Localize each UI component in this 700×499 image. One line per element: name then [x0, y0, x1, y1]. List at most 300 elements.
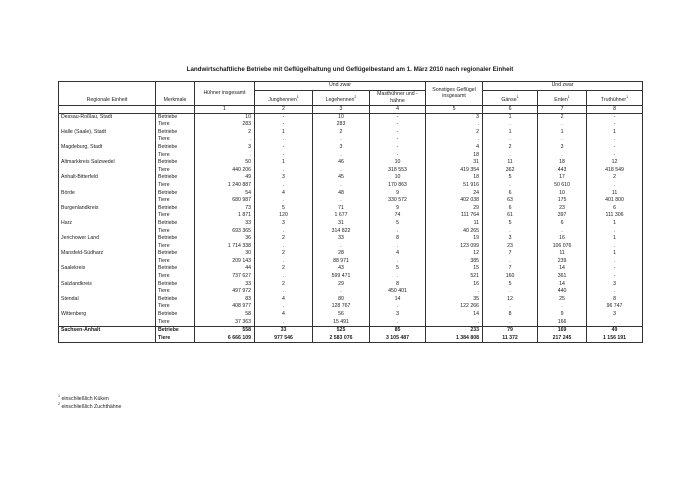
value-cell: 170 863: [370, 182, 426, 190]
value-cell: .: [255, 258, 313, 266]
value-cell: 31: [426, 159, 483, 167]
value-cell: .: [313, 243, 370, 251]
value-cell: 8: [483, 311, 538, 319]
region-cell: [59, 258, 156, 266]
value-cell: 128 767: [313, 303, 370, 311]
region-cell: Dessau-Roßlau, Stadt: [59, 113, 156, 121]
value-cell: 37 363: [195, 319, 255, 327]
table-row: [59, 121, 643, 129]
region-cell: Sachsen-Anhalt: [59, 327, 156, 335]
value-cell: 46: [313, 159, 370, 167]
value-cell: 23: [483, 243, 538, 251]
value-cell: 2: [587, 174, 643, 182]
header-huehner-insgesamt: Hühner insgesamt: [195, 82, 255, 106]
value-cell: 362: [483, 167, 538, 175]
value-cell: .: [195, 152, 255, 160]
value-cell: 169: [538, 327, 587, 335]
value-cell: -: [255, 121, 313, 129]
merkmal-cell: Tiere: [156, 228, 195, 236]
value-cell: 402 038: [426, 197, 483, 205]
merkmal-cell: Tiere: [156, 152, 195, 160]
value-cell: 2: [195, 129, 255, 137]
merkmal-cell: Betriebe: [156, 129, 195, 137]
value-cell: .: [195, 136, 255, 144]
value-cell: 30: [195, 250, 255, 258]
header-merkmale: Merkmale: [156, 82, 195, 106]
region-cell: Anhalt-Bitterfeld: [59, 174, 156, 182]
document-title: Landwirtschaftliche Betriebe mit Geflügelhaltung und Geflügelbestand am 1. März 2010 nach regionaler Einheit: [186, 66, 514, 73]
value-cell: .: [587, 228, 643, 236]
value-cell: 54: [195, 190, 255, 198]
region-cell: [59, 136, 156, 144]
value-cell: 50 610: [538, 182, 587, 190]
value-cell: .: [255, 303, 313, 311]
region-cell: Jerichower Land: [59, 235, 156, 243]
value-cell: 3: [483, 235, 538, 243]
merkmal-cell: Betriebe: [156, 220, 195, 228]
value-cell: 385: [426, 258, 483, 266]
value-cell: .: [538, 121, 587, 129]
table-row: [59, 228, 643, 236]
value-cell: 122 266: [426, 303, 483, 311]
value-cell: 3: [255, 174, 313, 182]
value-cell: .: [426, 319, 483, 327]
header-enten: Enten$^1$: [538, 90, 587, 105]
value-cell: .: [483, 258, 538, 266]
value-cell: 977 546: [255, 335, 313, 343]
value-cell: 40 265: [426, 228, 483, 236]
value-cell: 1: [587, 220, 643, 228]
value-cell: -: [370, 136, 426, 144]
value-cell: -: [587, 113, 643, 121]
value-cell: -: [370, 121, 426, 129]
value-cell: 6: [483, 205, 538, 213]
value-cell: 1 240 887: [195, 182, 255, 190]
value-cell: -: [587, 144, 643, 152]
value-cell: -: [255, 152, 313, 160]
value-cell: 29: [426, 205, 483, 213]
merkmal-cell: Tiere: [156, 303, 195, 311]
header-number-spacer: [156, 105, 195, 113]
table-row: [59, 212, 643, 220]
value-cell: 111 764: [426, 212, 483, 220]
table-row: [59, 190, 643, 198]
value-cell: 4: [426, 144, 483, 152]
value-cell: 418 549: [587, 167, 643, 175]
value-cell: 3: [370, 311, 426, 319]
table-row: [59, 243, 643, 251]
value-cell: 73: [195, 205, 255, 213]
value-cell: 1: [587, 250, 643, 258]
value-cell: 6: [538, 220, 587, 228]
column-number: 2: [255, 105, 313, 113]
value-cell: .: [255, 319, 313, 327]
value-cell: 2: [255, 281, 313, 289]
value-cell: 8: [587, 296, 643, 304]
table-row: [59, 136, 643, 144]
value-cell: 11: [426, 220, 483, 228]
value-cell: 6: [587, 205, 643, 213]
value-cell: 4: [370, 250, 426, 258]
region-cell: [59, 167, 156, 175]
value-cell: 28: [313, 250, 370, 258]
table-row: [59, 167, 643, 175]
value-cell: 106 076: [538, 243, 587, 251]
value-cell: 10: [538, 190, 587, 198]
value-cell: 2: [255, 250, 313, 258]
value-cell: 361: [538, 273, 587, 281]
merkmal-cell: Betriebe: [156, 281, 195, 289]
value-cell: 283: [195, 121, 255, 129]
value-cell: 18: [538, 159, 587, 167]
value-cell: 2 583 076: [313, 335, 370, 343]
merkmal-cell: Tiere: [156, 335, 195, 343]
value-cell: -: [587, 121, 643, 129]
table-row: [59, 303, 643, 311]
value-cell: 3: [195, 144, 255, 152]
region-cell: [59, 197, 156, 205]
column-number: 6: [483, 105, 538, 113]
merkmal-cell: Tiere: [156, 212, 195, 220]
table-row: [59, 281, 643, 289]
value-cell: .: [587, 288, 643, 296]
header-number-spacer: [59, 105, 156, 113]
header-und-zwar-sonstiges: Und zwar: [483, 82, 643, 91]
value-cell: .: [426, 136, 483, 144]
region-cell: Harz: [59, 220, 156, 228]
value-cell: 4: [255, 296, 313, 304]
value-cell: 56: [313, 311, 370, 319]
value-cell: 23: [538, 205, 587, 213]
region-cell: [59, 303, 156, 311]
value-cell: 1: [587, 129, 643, 137]
value-cell: 2: [483, 144, 538, 152]
value-cell: 33: [195, 281, 255, 289]
table-row: [59, 235, 643, 243]
header-legehennen: Legehennen$^2$: [313, 90, 370, 105]
value-cell: 50: [195, 159, 255, 167]
region-cell: [59, 182, 156, 190]
merkmal-cell: Betriebe: [156, 144, 195, 152]
value-cell: 88 971: [313, 258, 370, 266]
value-cell: .: [370, 273, 426, 281]
value-cell: 85: [370, 327, 426, 335]
value-cell: .: [370, 303, 426, 311]
value-cell: 74: [370, 212, 426, 220]
header-masthuehner: Masthühner und -hähne: [370, 90, 426, 105]
value-cell: .: [313, 197, 370, 205]
value-cell: .: [587, 182, 643, 190]
merkmal-cell: Tiere: [156, 136, 195, 144]
merkmal-cell: Tiere: [156, 167, 195, 175]
table-row: [59, 250, 643, 258]
value-cell: .: [483, 182, 538, 190]
table-row: [59, 319, 643, 327]
value-cell: .: [587, 136, 643, 144]
footnote-1: $^1$ einschließlich Küken: [58, 393, 109, 402]
value-cell: 3: [538, 144, 587, 152]
value-cell: 12: [483, 296, 538, 304]
value-cell: 443: [538, 167, 587, 175]
merkmal-cell: Betriebe: [156, 235, 195, 243]
region-cell: Stendal: [59, 296, 156, 304]
region-cell: Altmarkkreis Salzwedel: [59, 159, 156, 167]
table-row: [59, 182, 643, 190]
value-cell: 397: [538, 212, 587, 220]
value-cell: 558: [195, 327, 255, 335]
header-region: Regionale Einheit: [59, 82, 156, 106]
value-cell: .: [587, 243, 643, 251]
merkmal-cell: Betriebe: [156, 174, 195, 182]
value-cell: 11: [538, 250, 587, 258]
total-row: [59, 327, 643, 335]
merkmal-cell: Betriebe: [156, 190, 195, 198]
value-cell: 2: [255, 235, 313, 243]
value-cell: .: [255, 243, 313, 251]
region-cell: Salzlandkreis: [59, 281, 156, 289]
value-cell: 318 553: [370, 167, 426, 175]
column-number: 3: [313, 105, 370, 113]
region-cell: [59, 212, 156, 220]
region-cell: Mansfeld-Südharz: [59, 250, 156, 258]
value-cell: .: [255, 167, 313, 175]
value-cell: 35: [426, 296, 483, 304]
value-cell: .: [538, 228, 587, 236]
value-cell: 51 916: [426, 182, 483, 190]
column-number: 5: [426, 105, 483, 113]
value-cell: 1: [483, 113, 538, 121]
total-row: [59, 335, 643, 343]
value-cell: 17: [538, 174, 587, 182]
value-cell: 525: [313, 327, 370, 335]
region-cell: Halle (Saale), Stadt: [59, 129, 156, 137]
value-cell: 4: [255, 311, 313, 319]
value-cell: 3: [426, 113, 483, 121]
region-cell: [59, 335, 156, 343]
merkmal-cell: Betriebe: [156, 250, 195, 258]
value-cell: 680 987: [195, 197, 255, 205]
value-cell: .: [313, 182, 370, 190]
value-cell: 11 372: [483, 335, 538, 343]
region-cell: [59, 152, 156, 160]
value-cell: .: [587, 258, 643, 266]
value-cell: 31: [313, 220, 370, 228]
value-cell: 693 365: [195, 228, 255, 236]
value-cell: 1 714 338: [195, 243, 255, 251]
value-cell: .: [255, 197, 313, 205]
value-cell: 599 471: [313, 273, 370, 281]
value-cell: 497 972: [195, 288, 255, 296]
column-number: 7: [538, 105, 587, 113]
value-cell: .: [483, 303, 538, 311]
value-cell: 1: [255, 129, 313, 137]
merkmal-cell: Betriebe: [156, 296, 195, 304]
value-cell: 217 245: [538, 335, 587, 343]
value-cell: 10: [195, 113, 255, 121]
column-number: 4: [370, 105, 426, 113]
region-cell: [59, 273, 156, 281]
table-row: [59, 159, 643, 167]
region-cell: [59, 319, 156, 327]
poultry-statistics-table: [58, 81, 643, 343]
value-cell: .: [483, 228, 538, 236]
value-cell: .: [426, 288, 483, 296]
value-cell: .: [483, 288, 538, 296]
value-cell: 14: [370, 296, 426, 304]
value-cell: 408 977: [195, 303, 255, 311]
value-cell: 5: [255, 205, 313, 213]
merkmal-cell: Tiere: [156, 319, 195, 327]
value-cell: 45: [313, 174, 370, 182]
value-cell: 521: [426, 273, 483, 281]
header-und-zwar-huehner: Und zwar: [255, 82, 426, 91]
merkmal-cell: Betriebe: [156, 205, 195, 213]
merkmal-cell: Tiere: [156, 288, 195, 296]
region-cell: Burgenlandkreis: [59, 205, 156, 213]
value-cell: 33: [255, 327, 313, 335]
value-cell: 63: [483, 197, 538, 205]
value-cell: 7: [483, 250, 538, 258]
table-row: [59, 296, 643, 304]
value-cell: 14: [538, 265, 587, 273]
value-cell: .: [370, 243, 426, 251]
value-cell: 18: [426, 152, 483, 160]
value-cell: .: [587, 319, 643, 327]
value-cell: .: [538, 136, 587, 144]
value-cell: 11: [587, 190, 643, 198]
value-cell: 44: [195, 265, 255, 273]
value-cell: 43: [313, 265, 370, 273]
value-cell: .: [483, 136, 538, 144]
value-cell: 2: [255, 265, 313, 273]
merkmal-cell: Betriebe: [156, 159, 195, 167]
column-number: 8: [587, 105, 643, 113]
value-cell: 18: [426, 174, 483, 182]
region-cell: [59, 121, 156, 129]
value-cell: 209 143: [195, 258, 255, 266]
header-gaense: Gänse$^1$: [483, 90, 538, 105]
value-cell: .: [538, 152, 587, 160]
value-cell: .: [313, 136, 370, 144]
value-cell: 12: [587, 159, 643, 167]
value-cell: 3 105 487: [370, 335, 426, 343]
merkmal-cell: Tiere: [156, 243, 195, 251]
value-cell: .: [538, 303, 587, 311]
value-cell: 5: [483, 281, 538, 289]
value-cell: -: [370, 129, 426, 137]
value-cell: 36: [195, 235, 255, 243]
value-cell: 10: [370, 159, 426, 167]
value-cell: 9: [370, 205, 426, 213]
value-cell: 1: [538, 129, 587, 137]
value-cell: 29: [313, 281, 370, 289]
value-cell: 314 822: [313, 228, 370, 236]
value-cell: -: [370, 113, 426, 121]
value-cell: .: [313, 288, 370, 296]
value-cell: 283: [313, 121, 370, 129]
value-cell: .: [255, 182, 313, 190]
value-cell: 61: [483, 212, 538, 220]
table-row: [59, 311, 643, 319]
region-cell: Wittenberg: [59, 311, 156, 319]
value-cell: 10: [313, 113, 370, 121]
value-cell: 120: [255, 212, 313, 220]
value-cell: .: [483, 152, 538, 160]
value-cell: 9: [370, 190, 426, 198]
value-cell: 1 156 191: [587, 335, 643, 343]
value-cell: 2: [426, 129, 483, 137]
table-row: [59, 258, 643, 266]
value-cell: 33: [313, 235, 370, 243]
value-cell: 4: [255, 190, 313, 198]
region-cell: Saalekreis: [59, 265, 156, 273]
value-cell: 15 491: [313, 319, 370, 327]
merkmal-cell: Tiere: [156, 182, 195, 190]
value-cell: .: [370, 258, 426, 266]
value-cell: 3: [587, 281, 643, 289]
table-row: [59, 288, 643, 296]
value-cell: 3: [313, 144, 370, 152]
merkmal-cell: Tiere: [156, 258, 195, 266]
value-cell: -: [255, 144, 313, 152]
value-cell: 80: [313, 296, 370, 304]
value-cell: 9: [538, 311, 587, 319]
value-cell: 166: [538, 319, 587, 327]
value-cell: 419 354: [426, 167, 483, 175]
value-cell: 3: [587, 311, 643, 319]
value-cell: -: [587, 152, 643, 160]
value-cell: 111 306: [587, 212, 643, 220]
value-cell: 48: [313, 190, 370, 198]
merkmal-cell: Tiere: [156, 121, 195, 129]
value-cell: 1: [483, 129, 538, 137]
merkmal-cell: Tiere: [156, 273, 195, 281]
value-cell: 2: [538, 113, 587, 121]
region-cell: Magdeburg, Stadt: [59, 144, 156, 152]
value-cell: 1 677: [313, 212, 370, 220]
value-cell: .: [426, 121, 483, 129]
value-cell: -: [370, 144, 426, 152]
value-cell: 175: [538, 197, 587, 205]
region-cell: [59, 243, 156, 251]
value-cell: .: [255, 273, 313, 281]
region-cell: [59, 288, 156, 296]
value-cell: 10: [370, 174, 426, 182]
value-cell: .: [370, 319, 426, 327]
value-cell: 6: [483, 190, 538, 198]
value-cell: 5: [483, 220, 538, 228]
value-cell: .: [483, 121, 538, 129]
value-cell: 5: [370, 220, 426, 228]
column-number: 1: [195, 105, 255, 113]
value-cell: -: [255, 113, 313, 121]
region-cell: [59, 228, 156, 236]
value-cell: 5: [483, 174, 538, 182]
value-cell: 123 099: [426, 243, 483, 251]
value-cell: 8: [370, 235, 426, 243]
value-cell: .: [313, 152, 370, 160]
header-truthuehner: Truthühner$^1$: [587, 90, 643, 105]
value-cell: 5: [370, 265, 426, 273]
value-cell: .: [255, 288, 313, 296]
value-cell: -: [587, 273, 643, 281]
value-cell: 7: [483, 265, 538, 273]
value-cell: 440: [538, 288, 587, 296]
table-row: [59, 174, 643, 182]
value-cell: 233: [426, 327, 483, 335]
table-row: [59, 144, 643, 152]
value-cell: 737 627: [195, 273, 255, 281]
